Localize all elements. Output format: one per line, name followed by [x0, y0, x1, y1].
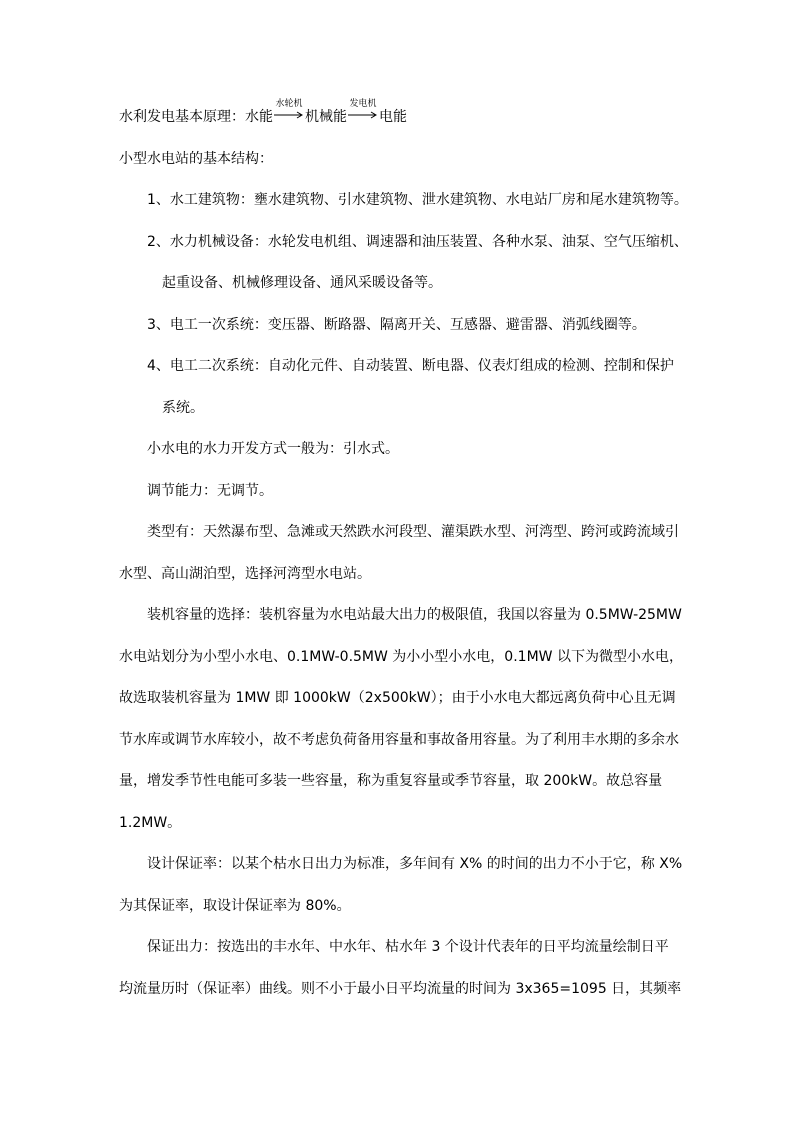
capacity-paragraph: 装机容量的选择：装机容量为水电站最大出力的极限值，我国以容量为 0.5MW-25MW — [147, 607, 682, 623]
structure-item-3: 3、电工一次系统：变压器、断路器、隔离开关、互感器、避雷器、消弧线圈等。 — [147, 317, 646, 333]
types-paragraph: 类型有：天然瀑布型、急滩或天然跌水河段型、灌渠跌水型、河湾型、跨河或跨流域引 — [147, 524, 679, 540]
arrow-generator-label: 发电机 — [349, 99, 377, 109]
capacity-paragraph-line-3: 故选取装机容量为 1MW 即 1000kW（2x500kW）；由于小水电大都远离负荷中心且无调 — [119, 690, 676, 706]
guarantee-rate-paragraph: 设计保证率：以某个枯水日出力为标准，多年间有 X% 的时间的出力不小于它，称 X% — [147, 856, 683, 872]
structure-item-4-cont: 系统。 — [162, 400, 204, 416]
structure-item-1: 1、水工建筑物：壅水建筑物、引水建筑物、泄水建筑物、水电站厂房和尾水建筑物等。 — [147, 192, 688, 208]
guaranteed-output-paragraph-cont: 均流量历时（保证率）曲线。则不小于最小日平均流量的时间为 3x365=1095 日，其频率 — [119, 981, 682, 997]
capacity-paragraph-line-6: 1.2MW。 — [119, 815, 182, 831]
structure-item-4: 4、电工二次系统：自动化元件、自动装置、断电器、仪表灯组成的检测、控制和保护 — [147, 358, 674, 374]
regulation-capacity: 调节能力：无调节。 — [147, 483, 273, 499]
principle-suffix: 电能 — [379, 109, 407, 125]
arrow-turbine — [273, 99, 305, 126]
capacity-paragraph-line-5: 量，增发季节性电能可多装一些容量，称为重复容量或季节容量，取 200kW。故总容量 — [119, 773, 663, 789]
types-paragraph-cont: 水型、高山湖泊型，选择河湾型水电站。 — [119, 566, 371, 582]
right-arrow-icon — [348, 110, 378, 120]
structure-item-2-cont: 起重设备、机械修理设备、通风采暖设备等。 — [162, 275, 442, 291]
capacity-paragraph-line-4: 节水库或调节水库较小，故不考虑负荷备用容量和事故备用容量。为了利用丰水期的多余水 — [119, 732, 679, 748]
structure-item-2: 2、水力机械设备：水轮发电机组、调速器和油压装置、各种水泵、油泵、空气压缩机、 — [147, 234, 688, 250]
capacity-paragraph-line-2: 水电站划分为小型小水电、0.1MW-0.5MW 为小小型小水电，0.1MW 以下为微型小水电， — [119, 649, 683, 665]
right-arrow-icon — [274, 110, 304, 120]
arrow-turbine-label: 水轮机 — [275, 99, 303, 109]
principle-line — [119, 99, 407, 126]
arrow-generator — [347, 99, 379, 126]
principle-middle: 机械能 — [305, 109, 347, 125]
structure-heading: 小型水电站的基本结构： — [119, 151, 273, 167]
guarantee-rate-paragraph-cont: 为其保证率，取设计保证率为 80%。 — [119, 898, 351, 914]
principle-prefix: 水利发电基本原理：水能 — [119, 109, 273, 125]
guaranteed-output-paragraph: 保证出力：按选出的丰水年、中水年、枯水年 3 个设计代表年的日平均流量绘制日平 — [147, 939, 669, 955]
development-mode: 小水电的水力开发方式一般为：引水式。 — [147, 441, 399, 457]
